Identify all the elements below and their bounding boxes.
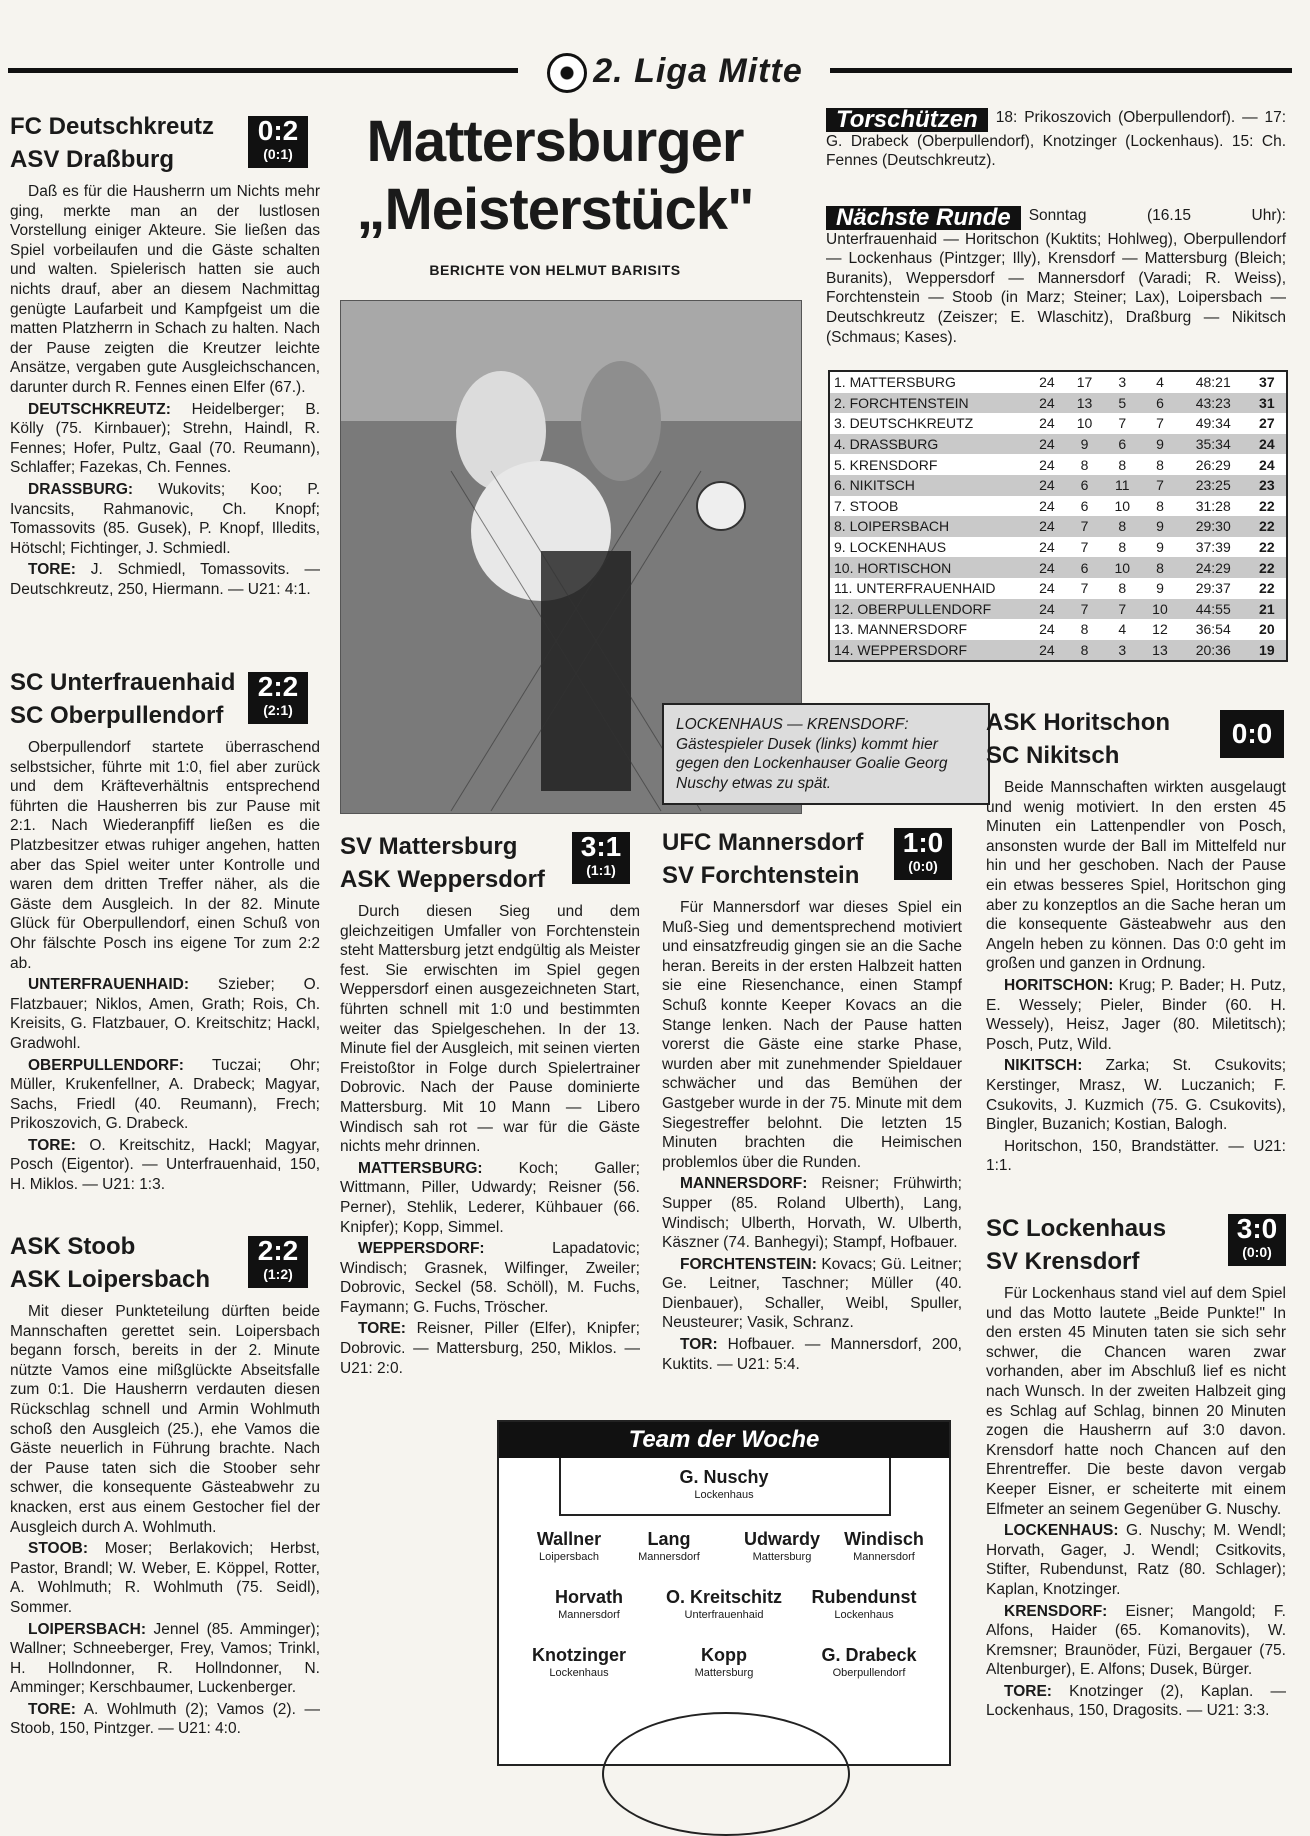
team-cell: 2. FORCHTENSTEIN	[829, 393, 1028, 414]
score-badge: 0:0	[1220, 710, 1284, 758]
lineup-home: DEUTSCHKREUTZ: Heidelberger; B. Kölly (75. Kirnbauer); Strehn, Haindl, R. Fennes; Hofer, Pultz, Gaal (70. Reumann), Schlaffer; Fazekas, Ch. Fennes.	[10, 400, 320, 477]
stat-cell: 9	[1066, 434, 1104, 455]
team-cell: 12. OBERPULLENDORF	[829, 599, 1028, 620]
standings-row	[829, 640, 1287, 662]
points-cell: 24	[1259, 456, 1275, 473]
match-horitschon-nikitsch	[986, 706, 1286, 1178]
stat-cell: 24	[1028, 640, 1066, 662]
stat-cell: 48:21	[1195, 374, 1231, 391]
stat-cell: 8	[1118, 580, 1127, 597]
match-report: Für Lockenhaus stand viel auf dem Spiel und das Motto lautete „Beide Punkte!" In den ersten 45 Minuten taten sie sich sehr schwer, die Chancen waren zwar vorhanden, aber im Abschluß lief es nicht nach Wunsch. In der zweiten Halbzeit ging es Schlag auf Schlag, binnen 20 Minuten zogen die Hausherrn auf 3:0 davon. Krensdorf hatte noch Chancen auf den Ehrentreffer. Die beste davon vergab Keeper Eisner, er scheiterte mit einem Elfmeter an seinem Gegenüber G. Nuschy.	[986, 1285, 1286, 1518]
stat-cell: 8	[1080, 456, 1089, 473]
standings-row	[829, 578, 1287, 599]
player-def-3: Udwardy Mattersburg	[743, 1529, 821, 1563]
team-cell: 9. LOCKENHAUS	[834, 539, 947, 556]
stat-cell: 24	[1028, 516, 1066, 537]
stat-cell: 7	[1066, 599, 1104, 620]
stat-cell: 23:25	[1179, 475, 1248, 496]
byline: BERICHTE VON HELMUT BARISITS	[429, 262, 681, 278]
stat-cell: 10	[1114, 497, 1131, 514]
standings-row	[829, 599, 1287, 620]
lineup-home: MANNERSDORF: Reisner; Frühwirth; Supper (85. Roland Ulberth), Lang, Windisch; Ulberth, Horvath, W. Ulberth, Käszner (74. Banhegyi); Stampf, Hofbauer.	[662, 1175, 962, 1252]
standings-row	[829, 413, 1287, 434]
goals: TORE: J. Schmiedl, Tomassovits. — Deutschkreutz, 250, Hiermann. — U21: 4:1.	[10, 561, 320, 598]
goals: TOR: Hofbauer. — Mannersdorf, 200, Kuktits. — U21: 5:4.	[662, 1336, 962, 1373]
stat-cell: 24	[1028, 475, 1066, 496]
team-cell: 4. DRASSBURG	[829, 434, 1028, 455]
stat-cell: 37:39	[1195, 539, 1231, 556]
lineup-home: HORITSCHON: Krug; P. Bader; H. Putz, E. Wessely; Pieler, Binder (60. H. Wessely), Heisz, Jager (80. Miletitsch); Posch, Putz, Wild.	[986, 976, 1286, 1053]
stat-cell: 10	[1076, 415, 1093, 432]
player-fwd-2: Kopp Mattersburg	[694, 1645, 754, 1679]
points-cell: 37	[1259, 374, 1275, 391]
goals: TORE: O. Kreitschitz, Hackl; Magyar, Posch (Eigentor). — Unterfrauenhaid, 150, H. Miklos. — U21: 1:3.	[10, 1136, 320, 1194]
stat-cell: 49:34	[1195, 415, 1231, 432]
score-badge: 1:0 (0:0)	[894, 828, 952, 880]
team-of-the-week-title: Team der Woche	[499, 1422, 949, 1458]
stat-cell: 9	[1141, 434, 1179, 455]
match-mattersburg-weppersdorf	[340, 830, 640, 1380]
stat-cell: 12	[1152, 621, 1168, 638]
stat-cell: 20:36	[1179, 640, 1248, 662]
stat-cell: 5	[1103, 393, 1141, 414]
stat-cell: 35:34	[1179, 434, 1248, 455]
stat-cell: 43:23	[1179, 393, 1248, 414]
stat-cell: 44:55	[1179, 599, 1248, 620]
away-team: ASK Weppersdorf	[340, 866, 545, 893]
stat-cell: 24	[1039, 415, 1055, 432]
match-unterfrauenhaid-oberpullendorf	[10, 666, 320, 1197]
lineup-home: STOOB: Moser; Berlakovich; Herbst, Pastor, Brandl; W. Weber, E. Köppel, Rotter, A. Wohlmuth; R. Wohlmuth (75. Seidl), Sommer.	[10, 1540, 320, 1616]
match-report: Durch diesen Sieg und dem gleichzeitigen Umfaller von Forchtenstein steht Mattersburg jetzt endgültig als Meister fest. Sie erwischten im Spiel gegen Weppersdorf einen ausgezeichneten Start, führten schnell mit 1:0 und bestimmten weiter das Spielgeschehen. In der 13. Minute fiel der Ausgleich, mit seinen vierten Freistoßtor in Folge durch Spielertrainer Dobrovic. Nach der Pause dominierte Mattersburg. Mit 10 Mann — Libero Windisch sah rot — war für die Gäste nichts mehr drinnen.	[340, 903, 640, 1156]
team-cell: 13. MANNERSDORF	[834, 621, 968, 638]
points-cell: 21	[1248, 599, 1287, 620]
standings-row	[829, 475, 1287, 496]
away-team: SV Forchtenstein	[662, 862, 860, 889]
team-cell: 7. STOOB	[834, 497, 899, 514]
stat-cell: 10	[1103, 557, 1141, 578]
stat-cell: 9	[1156, 539, 1164, 556]
stat-cell: 8	[1118, 456, 1127, 473]
away-team: ASV Draßburg	[10, 146, 175, 173]
match-report: Mit dieser Punkteteilung dürften beide Mannschaften gerettet sein. Loipersbach begann forsch, bereits in der 2. Minute nützte Vamos eine mißglückte Abseitsfalle zum 0:1. Die Hausherrn verdauten diesen Rückschlag schnell und Armin Wohlmuth schoß den Ausgleich (25.), ehe Vamos die Gäste neuerlich in Führung brachte. Nach der Pause taten sich die Stoober sehr schwer, die konsequente Gästeabwehr zu knacken, erst aus einem Gestocher fiel der Ausgleich durch A. Wohlmuth.	[10, 1303, 320, 1536]
match-lockenhaus-krensdorf	[986, 1212, 1286, 1723]
standings-row	[829, 516, 1287, 537]
away-team: SC Nikitsch	[986, 742, 1120, 769]
stat-cell: 24	[1028, 434, 1066, 455]
stat-cell: 13	[1066, 393, 1104, 414]
lineup-home: UNTERFRAUENHAID: Szieber; O. Flatzbauer; Niklos, Amen, Grath; Rois, Ch. Kreisits, G. Flatzbauer, O. Kreitschitz; Hackl, Gradwohl.	[10, 976, 320, 1052]
player-mid-2: O. Kreitschitz Unterfrauenhaid	[665, 1587, 783, 1621]
team-of-the-week	[497, 1420, 951, 1766]
section-header: 2. Liga Mitte	[525, 52, 825, 93]
match-stoob-loipersbach	[10, 1230, 320, 1741]
player-goalkeeper: G. Nuschy Lockenhaus	[679, 1467, 769, 1501]
stat-cell: 10	[1141, 599, 1179, 620]
match-mannersdorf-forchtenstein	[662, 826, 962, 1376]
goals: TORE: Knotzinger (2), Kaplan. — Lockenhaus, 150, Dragosits. — U21: 3:3.	[986, 1682, 1286, 1720]
lineup-away: DRASSBURG: Wukovits; Koo; P. Ivancsits, Rahmanovic, Ch. Knopf; Tomassovits (85. Gusek), P. Knopf, Illedits, Hötschl; Fichtinger, J. Schmiedl.	[10, 480, 320, 557]
soccer-ball-icon	[547, 53, 587, 93]
stat-cell: 3	[1118, 374, 1127, 391]
points-cell: 22	[1259, 580, 1275, 597]
stat-cell: 6	[1103, 434, 1141, 455]
goals: Horitschon, 150, Brandstätter. — U21: 1:1.	[986, 1137, 1286, 1175]
stat-cell: 24	[1028, 557, 1066, 578]
home-team: UFC Mannersdorf	[662, 829, 864, 856]
stat-cell: 7	[1141, 475, 1179, 496]
stat-cell: 17	[1076, 374, 1093, 391]
stat-cell: 13	[1141, 640, 1179, 662]
goals: TORE: A. Wohlmuth (2); Vamos (2). — Stoob, 150, Pintzger. — U21: 4:0.	[10, 1700, 321, 1738]
standings-row	[829, 434, 1287, 455]
stat-cell: 3	[1103, 640, 1141, 662]
standings-row	[829, 537, 1287, 558]
stat-cell: 9	[1156, 580, 1164, 597]
stat-cell: 7	[1080, 539, 1089, 556]
standings-row	[829, 619, 1287, 640]
stat-cell: 24	[1039, 539, 1055, 556]
points-cell: 23	[1248, 475, 1287, 496]
top-scorers-label: Torschützen	[826, 108, 988, 132]
stat-cell: 36:54	[1195, 621, 1231, 638]
stat-cell: 26:29	[1195, 456, 1231, 473]
stat-cell: 6	[1080, 497, 1089, 514]
stat-cell: 31:28	[1195, 497, 1231, 514]
stat-cell: 24:29	[1179, 557, 1248, 578]
team-cell: 8. LOIPERSBACH	[829, 516, 1028, 537]
stat-cell: 24	[1039, 497, 1055, 514]
points-cell: 22	[1248, 516, 1287, 537]
team-cell: 6. NIKITSCH	[829, 475, 1028, 496]
stat-cell: 8	[1118, 539, 1127, 556]
stat-cell: 7	[1156, 415, 1164, 432]
stat-cell: 8	[1103, 516, 1141, 537]
stat-cell: 24	[1028, 393, 1066, 414]
penalty-arc	[602, 1712, 850, 1836]
stat-cell: 24	[1039, 456, 1055, 473]
team-cell: 3. DEUTSCHKREUTZ	[834, 415, 974, 432]
away-team: SV Krensdorf	[986, 1248, 1140, 1275]
stat-cell: 29:37	[1195, 580, 1231, 597]
team-cell: 11. UNTERFRAUENHAID	[834, 580, 996, 597]
stat-cell: 8	[1156, 497, 1164, 514]
top-scorers: Torschützen 18: Prikoszovich (Oberpullendorf). — 17: G. Drabeck (Oberpullendorf), Knotzinger (Lockenhaus). 15: Ch. Fennes (Deutschkreutz).	[826, 106, 1286, 170]
away-team: SC Oberpullendorf	[10, 702, 224, 729]
points-cell: 24	[1248, 434, 1287, 455]
home-team: ASK Stoob	[10, 1233, 136, 1260]
lineup-away: KRENSDORF: Eisner; Mangold; F. Alfons, Haider (65. Komanovits), W. Kremsner; Braunöder, Füzi, Bergauer (75. Altenburger), E. Alfons; Dusek, Bürger.	[986, 1602, 1286, 1679]
standings-row	[829, 557, 1287, 578]
standings-row	[829, 496, 1287, 517]
standings-row	[829, 393, 1287, 414]
standings-table	[828, 370, 1288, 662]
standings-row	[829, 371, 1287, 393]
lineup-home: LOCKENHAUS: G. Nuschy; M. Wendl; Horvath, Gager, J. Wendl; Csitkovits, Stifter, Rubendunst, Ratz (80. Schlager); Kaplan, Knotzinger.	[986, 1522, 1286, 1598]
lineup-home: MATTERSBURG: Koch; Galler; Wittmann, Piller, Udwardy; Reisner (56. Perner), Stehlik, Lederer, Kühbauer (66. Knipfer); Kopp, Simmel.	[340, 1159, 640, 1236]
score-badge: 0:2 (0:1)	[248, 116, 308, 168]
stat-cell: 24	[1039, 374, 1055, 391]
goals: TORE: Reisner, Piller (Elfer), Knipfer; Dobrovic. — Mattersburg, 250, Miklos. — U21: 2:0.	[340, 1320, 640, 1377]
player-def-2: Lang Mannersdorf	[638, 1529, 700, 1563]
home-team: SV Mattersburg	[340, 833, 518, 860]
points-cell: 20	[1259, 621, 1275, 638]
standings-body	[829, 371, 1287, 661]
stat-cell: 6	[1066, 475, 1104, 496]
home-team: SC Unterfrauenhaid	[10, 669, 236, 696]
player-def-4: Windisch Mannersdorf	[844, 1529, 924, 1563]
lineup-away: OBERPULLENDORF: Tuczai; Ohr; Müller, Krukenfellner, A. Drabeck; Magyar, Sachs, Friedl (40. Reumann), Frech; Prikoszovich, G. Drabeck.	[10, 1056, 320, 1133]
next-round: Nächste Runde Sonntag (16.15 Uhr): Unterfrauenhaid — Horitschon (Kuktits; Hohlweg), Oberpullendorf — Lockenhaus (Pintzger; Illy), Krensdorf — Mattersburg (Bleich; Buranits), Weppersdorf — Mannersdorf (Varadi; R. Weiss), Forchtenstein — Stoob (in Marz; Steiner; Lax), Loipersbach — Deutschkreutz (Zeiszer; E. Wlaschitz), Draßburg — Nikitsch (Schmaus; Kases).	[826, 204, 1286, 346]
headline: Mattersburger „Meisterstück"	[356, 109, 754, 242]
stat-cell: 9	[1141, 516, 1179, 537]
stat-cell: 7	[1066, 516, 1104, 537]
score-badge: 3:0 (0:0)	[1228, 1214, 1286, 1266]
stat-cell: 7	[1118, 415, 1127, 432]
player-mid-1: Horvath Mannersdorf	[554, 1587, 623, 1621]
points-cell: 22	[1248, 557, 1287, 578]
away-team: ASK Loipersbach	[10, 1266, 211, 1293]
stat-cell: 4	[1118, 621, 1127, 638]
stat-cell: 24	[1039, 580, 1055, 597]
photo-caption: LOCKENHAUS — KRENSDORF: Gästespieler Dusek (links) kommt hier gegen den Lockenhauser Goalie Georg Nuschy etwas zu spät.	[662, 703, 990, 805]
header-rule-left	[8, 68, 518, 73]
points-cell: 22	[1259, 497, 1275, 514]
team-cell: 10. HORTISCHON	[829, 557, 1028, 578]
stat-cell: 8	[1141, 557, 1179, 578]
stat-cell: 4	[1156, 374, 1164, 391]
stat-cell: 7	[1080, 580, 1089, 597]
match-report: Oberpullendorf startete überraschend selbstsicher, führte mit 1:0, fiel aber zurück und dem Kräfteverhältnis entsprechend führten die Hausherren bis zur Pause mit 2:1. Nach Wiederanpfiff ließen es die Platzbesitzer etwas ruhiger angehen, hatten aber das Spiel weiter unter Kontrolle und waren dem dritten Treffer näher, als die Gäste dem Ausgleich. In der 82. Minute Glück für Oberpullendorf, einen Schuß von Ohr fälschte Posch ins eigene Tor zum 2:2 ab.	[10, 739, 320, 972]
team-cell: 1. MATTERSBURG	[834, 374, 956, 391]
stat-cell: 24	[1039, 621, 1055, 638]
standings-row	[829, 454, 1287, 475]
stat-cell: 8	[1156, 456, 1164, 473]
stat-cell: 8	[1066, 640, 1104, 662]
match-report: Für Mannersdorf war dieses Spiel ein Muß-Sieg und dementsprechend motiviert und einsatzfreudig gingen sie an die Sache heran. Bereits in der ersten Halbzeit hatten sie eine Riesenchance, einen Stampf Schuß konnte Keeper Kovacs an die Stange lenken. Nach der Pause hatten vorerst die Gäste eine starke Phase, wurden aber mit zunehmender Spieldauer schwächer und das Bemühen der Gastgeber wurde in der 75. Minute mit dem Siegestreffer belohnt. Die letzten 15 Minuten brachten die Heimischen problemlos über die Runden.	[662, 899, 962, 1171]
header-rule-right	[830, 68, 1292, 73]
score-badge: 2:2 (1:2)	[248, 1236, 308, 1288]
stat-cell: 8	[1080, 621, 1089, 638]
lineup-away: LOIPERSBACH: Jennel (85. Amminger); Wallner; Schneeberger, Frey, Vamos; Trinkl, H. Hollndonner, R. Hollndonner, N. Amminger; Kerschbaumer, Luckenberger.	[10, 1620, 320, 1697]
lineup-away: FORCHTENSTEIN: Kovacs; Gü. Leitner; Ge. Leitner, Taschner; Müller (40. Dienbauer), Schaller, Weibl, Spuller, Neusteurer; Vasik, Schranz.	[662, 1255, 962, 1332]
stat-cell: 6	[1141, 393, 1179, 414]
match-report: Beide Mannschaften wirkten ausgelaugt und wenig motiviert. In den ersten 45 Minuten ein Lattenpendler von Posch, ansonsten wurde der Ball im Mittelfeld nur hin und her geschoben. Nach der Pause ein etwas besseres Spiel, Horitschon ging aber zu konzeptlos an die Sache heran um die konsequente Gästeabwehr aus den Angeln heben zu können. Das 0:0 geht im großen und ganzen in Ordnung.	[986, 779, 1286, 973]
score-badge: 3:1 (1:1)	[572, 832, 630, 884]
points-cell: 19	[1248, 640, 1287, 662]
team-cell: 14. WEPPERSDORF	[829, 640, 1028, 662]
lineup-away: WEPPERSDORF: Lapadatovic; Windisch; Grasnek, Wilfinger, Zweiler; Dobrovic, Seckel (58. Schöll), M. Fuchs, Faymann; G. Fuchs, Tröscher.	[340, 1240, 640, 1316]
score-badge: 2:2 (2:1)	[248, 672, 308, 724]
points-cell: 27	[1259, 415, 1275, 432]
stat-cell: 7	[1103, 599, 1141, 620]
points-cell: 31	[1248, 393, 1287, 414]
team-cell: 5. KRENSDORF	[834, 456, 938, 473]
match-report: Daß es für die Hausherrn um Nichts mehr ging, merkte man an der lustlosen Vorstellung einiger Akteure. Sie ließen das Spiel vorbeilaufen und die Gäste schalten und walten. Spielerisch hatten sie auch nichts drauf, aber an diesem Nachmittag genügte Laufarbeit und Kampfgeist um die matten Platzherrn in Schach zu halten. Nach der Pause zeigten die Kreutzer leichte Ansätze, vergaben gute Ausgleichschancen, darunter durch R. Fennes einen Elfer (67.).	[10, 183, 320, 396]
points-cell: 22	[1259, 539, 1275, 556]
player-def-1: Wallner Loipersbach	[536, 1529, 602, 1563]
home-team: ASK Horitschon	[986, 709, 1171, 736]
stat-cell: 6	[1066, 557, 1104, 578]
next-round-label: Nächste Runde	[826, 206, 1021, 230]
stat-cell: 11	[1103, 475, 1141, 496]
lineup-away: NIKITSCH: Zarka; St. Csukovits; Kerstinger, Mrasz, W. Luczanich; F. Csukovits, J. Kuzmich (75. G. Csukovits), Bingler, Buzanich; Kostian, Balogh.	[986, 1057, 1286, 1134]
home-team: FC Deutschkreutz	[10, 113, 215, 140]
player-mid-3: Rubendunst Lockenhaus	[811, 1587, 917, 1621]
player-fwd-1: Knotzinger Lockenhaus	[532, 1645, 626, 1679]
stat-cell: 29:30	[1179, 516, 1248, 537]
home-team: SC Lockenhaus	[986, 1215, 1167, 1242]
stat-cell: 24	[1028, 599, 1066, 620]
match-deutschkreutz-drassburg	[10, 110, 320, 601]
player-fwd-3: G. Drabeck Oberpullendorf	[821, 1645, 917, 1679]
